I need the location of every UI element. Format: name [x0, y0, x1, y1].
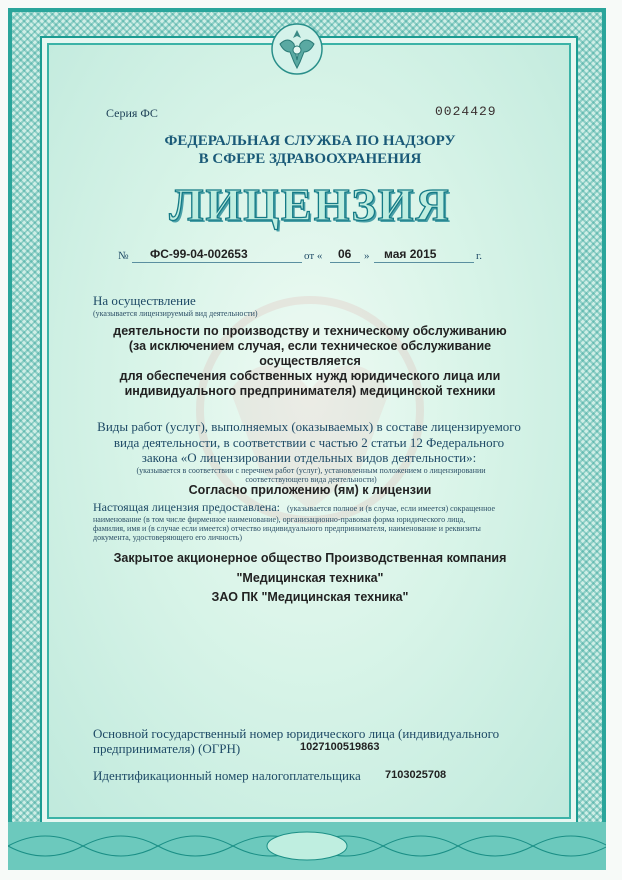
date-day: 06 [338, 247, 352, 261]
date-from-label: от « [304, 250, 323, 262]
inn-label: Идентификационный номер налогоплательщика [93, 768, 361, 783]
licensee-name-line-1: Закрытое акционерное общество Производственная компания [113, 551, 507, 565]
licensee-hint [93, 515, 533, 542]
issuing-authority [120, 132, 500, 168]
licensee-label: Настоящая лицензия предоставлена: [93, 500, 280, 514]
ogrn-label-line-1: Основной государственный номер юридического лица (индивидуального [93, 726, 500, 741]
number-underline [132, 262, 302, 263]
activity-line-4: индивидуального предпринимателя) медицинской техники [124, 384, 496, 398]
coat-of-arms-emblem [270, 22, 324, 76]
works-value: Согласно приложению (ям) к лицензии [188, 483, 432, 497]
license-number: 0024429 [435, 104, 497, 119]
ogrn-label-line-2: предпринимателя) (ОГРН) [93, 741, 241, 756]
ogrn-value: 1027100519863 [300, 741, 380, 753]
activity-label: На осуществление [93, 293, 196, 308]
works-text [84, 419, 534, 466]
month-underline [374, 262, 474, 263]
works-hint-line-1: (указывается в соответствии с перечнем работ (услуг), установленным положением о лицензировании [136, 466, 486, 475]
inn-value: 7103025708 [385, 769, 447, 781]
works-hint [96, 466, 526, 484]
activity-description [80, 324, 540, 399]
works-line-1: Виды работ (услуг), выполняемых (оказываемых) в составе лицензируемого [97, 419, 521, 434]
date-month-year: мая 2015 [384, 247, 437, 261]
page-title: ЛИЦЕНЗИЯ [169, 179, 451, 230]
licensee-short-name: ЗАО ПК "Медицинская техника" [211, 590, 409, 604]
works-hint-line-2: соответствующего вида деятельности) [245, 475, 377, 484]
number-label: № [118, 250, 129, 262]
activity-hint: (указывается лицензируемый вид деятельности) [93, 309, 258, 318]
date-close-quote: » [364, 250, 370, 262]
licensee-hint-line-2: фамилия, имя и (в случае если имеется) отчество индивидуального предпринимателя, наименование и реквизиты [93, 524, 481, 533]
licensee-hint-line-3: документа, удостоверяющего его личность) [93, 533, 242, 542]
activity-line-3: для обеспечения собственных нужд юридического лица или [119, 369, 501, 383]
licensee-hint-first: (указывается полное и (в случае, если имеется) сокращенное [287, 504, 496, 513]
day-underline [330, 262, 360, 263]
works-line-3: закона «О лицензировании отдельных видов деятельности»: [141, 450, 477, 465]
activity-line-2: (за исключением случая, если техническое обслуживание осуществляется [128, 339, 492, 368]
authority-line-1: ФЕДЕРАЛЬНАЯ СЛУЖБА ПО НАДЗОРУ [164, 133, 456, 149]
licensee-name [80, 548, 540, 588]
series-label: Серия ФС [106, 106, 158, 120]
authority-line-2: В СФЕРЕ ЗДРАВООХРАНЕНИЯ [198, 151, 422, 167]
year-suffix: г. [476, 250, 483, 262]
registration-number: ФС-99-04-002653 [150, 247, 248, 261]
activity-line-1: деятельности по производству и техническому обслуживанию [113, 324, 507, 338]
licensee-hint-line-1: наименование (в том числе фирменное наименование), организационно-правовая форма юридического лица, [93, 515, 466, 524]
works-line-2: вида деятельности, в соответствии с частью 2 статьи 12 Федерального [113, 434, 505, 450]
ornamental-bottom-band [8, 822, 606, 870]
licensee-name-line-2: "Медицинская техника" [236, 571, 384, 585]
